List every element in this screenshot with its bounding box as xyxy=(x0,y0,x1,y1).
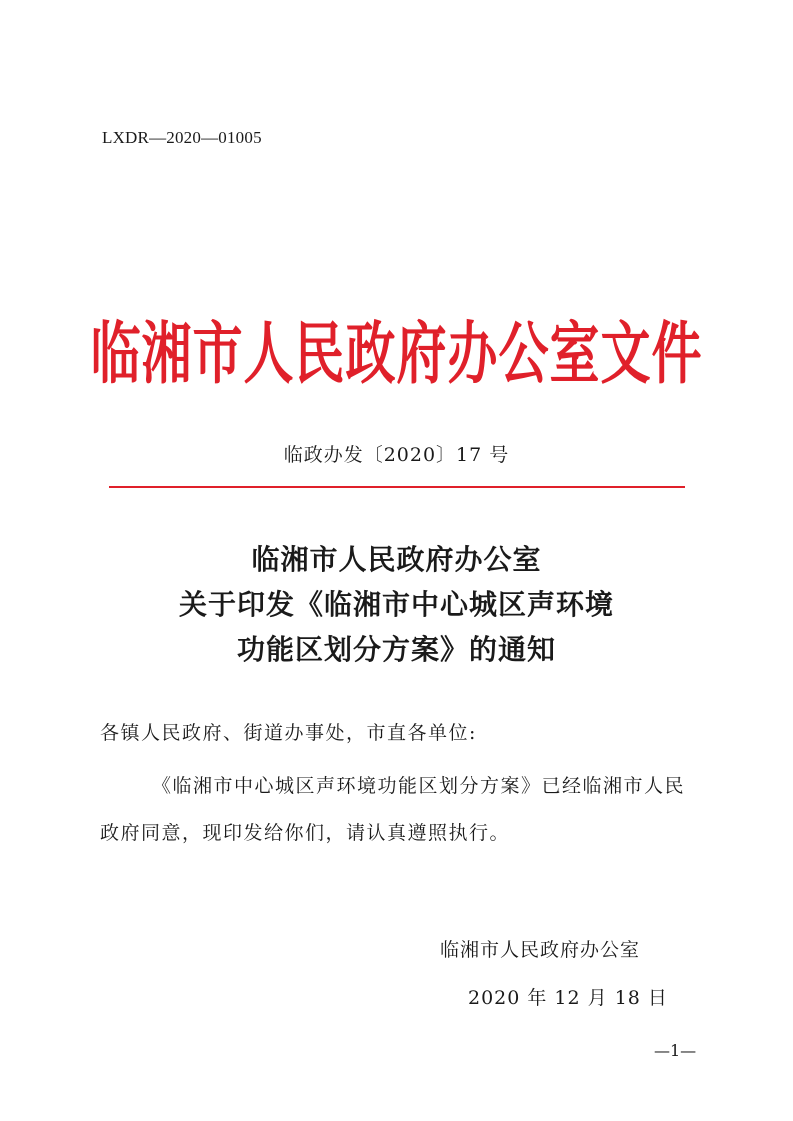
issue-date: 2020 年 12 月 18 日 xyxy=(468,987,668,1009)
issuer-signature: 临湘市人民政府办公室 xyxy=(440,939,641,961)
title-line-1: 临湘市人民政府办公室 xyxy=(251,543,542,576)
red-divider-line xyxy=(109,486,685,488)
title-line-2: 关于印发《临湘市中心城区声环境 xyxy=(178,588,614,621)
notice-title xyxy=(0,537,793,672)
issuing-authority-header: 临湘市人民政府办公室文件 xyxy=(90,314,703,394)
document-code: LXDR—2020—01005 xyxy=(102,128,262,147)
page-number: —1— xyxy=(654,1041,697,1060)
title-line-3: 功能区划分方案》的通知 xyxy=(236,633,556,666)
addressee: 各镇人民政府、街道办事处，市直各单位: xyxy=(100,722,477,744)
body-paragraph: 《临湘市中心城区声环境功能区划分方案》已经临湘市人民政府同意，现印发给你们，请认真遵照执行。 xyxy=(100,775,686,844)
document-number: 临政办发〔2020〕17 号 xyxy=(283,444,510,466)
